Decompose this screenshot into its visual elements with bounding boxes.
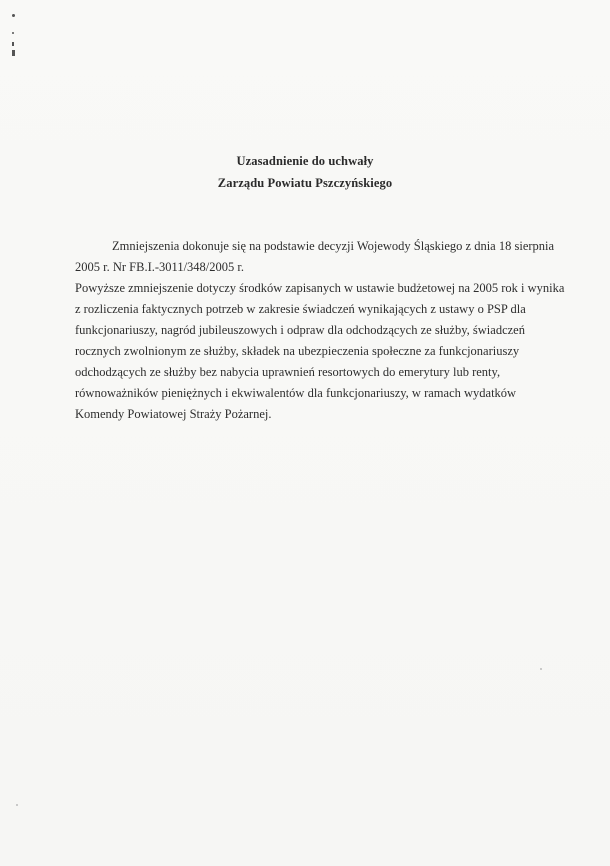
paragraph-2-line: równoważników pieniężnych i ekwiwalentów dla funkcjonariuszy, w ramach wydatków: [75, 386, 517, 400]
paragraph-1: [75, 236, 565, 278]
paragraph-2-line: rocznych zwolnionym ze służby, składek na ubezpieczenia społeczne za funkcjonariuszy: [75, 344, 520, 358]
paragraph-2-line: odchodzących ze służby bez nabycia uprawnień resortowych do emerytury lub renty,: [75, 365, 501, 379]
punch-hole-marks: [12, 8, 20, 58]
document-title: [0, 150, 610, 194]
paragraph-2-line: Komendy Powiatowej Straży Pożarnej.: [75, 407, 272, 421]
paragraph-2: [75, 278, 565, 425]
paragraph-2-line: z rozliczenia faktycznych potrzeb w zakresie świadczeń wynikających z ustawy o PSP dla: [75, 302, 526, 316]
scan-speck: [540, 668, 542, 670]
paragraph-1-line: 2005 r. Nr FB.I.-3011/348/2005 r.: [75, 260, 244, 274]
scan-speck: [16, 804, 18, 806]
paragraph-2-line: Powyższe zmniejszenie dotyczy środków zapisanych w ustawie budżetowej na 2005 rok i wynika: [75, 281, 565, 295]
title-line-2: Zarządu Powiatu Pszczyńskiego: [217, 176, 393, 190]
title-line-1: Uzasadnienie do uchwały: [236, 154, 374, 168]
paragraph-1-line: Zmniejszenia dokonuje się na podstawie decyzji Wojewody Śląskiego z dnia 18 sierpnia: [112, 239, 555, 253]
paragraph-2-line: funkcjonariuszy, nagród jubileuszowych i odpraw dla odchodzących ze służby, świadczeń: [75, 323, 525, 337]
